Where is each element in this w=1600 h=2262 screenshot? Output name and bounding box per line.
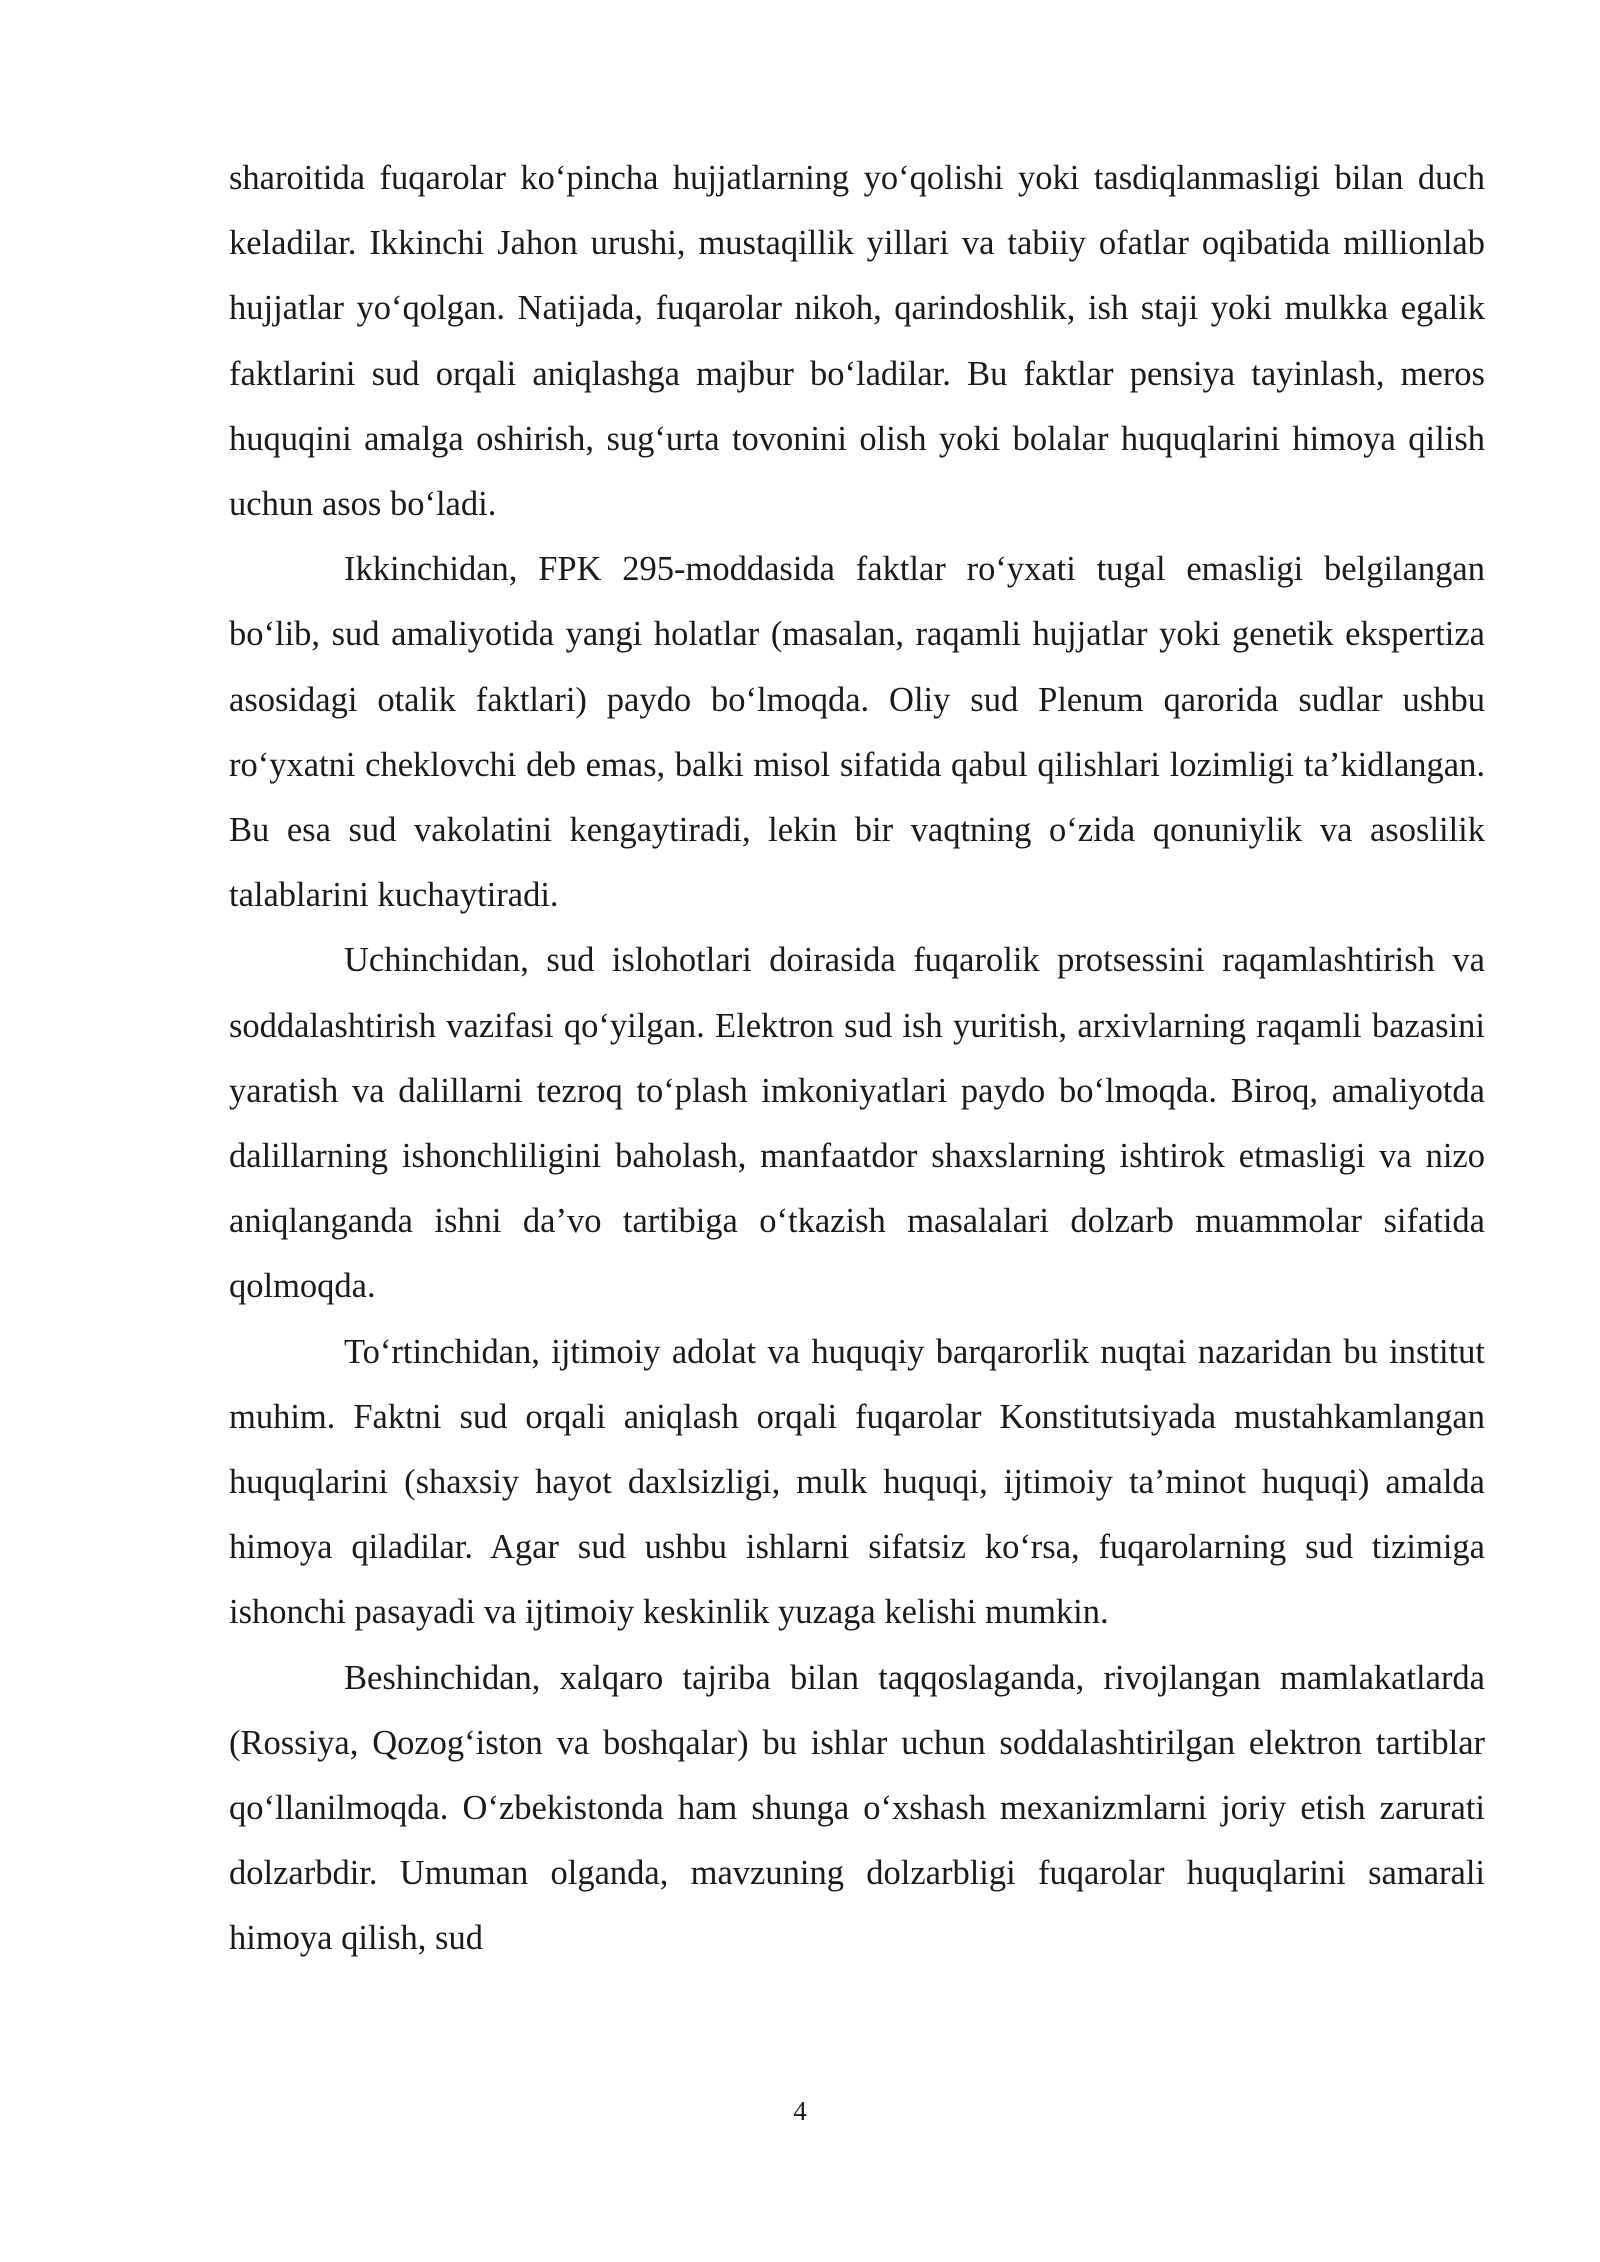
document-body bbox=[229, 146, 1485, 1972]
page-number: 4 bbox=[793, 2096, 807, 2126]
paragraph-tortinchidan: To‘rtinchidan, ijtimoiy adolat va huquqiy barqarorlik nuqtai nazaridan bu institut muhim. Faktni sud orqali aniqlash orqali fuqarolar Konstitutsiyada mustahkamlangan huquqlarini (shaxsiy hayot daxlsizligi, mulk huquqi, ijtimoiy ta’minot huquqi) amalda himoya qiladilar. Agar sud ushbu ishlarni sifatsiz ko‘rsa, fuqarolarning sud tizimiga ishonchi pasayadi va ijtimoiy keskinlik yuzaga kelishi mumkin. bbox=[229, 1332, 1485, 1632]
paragraph-uchinchidan: Uchinchidan, sud islohotlari doirasida fuqarolik protsessini raqamlashtirish va soddalashtirish vazifasi qo‘yilgan. Elektron sud ish yuritish, arxivlarning raqamli bazasini yaratish va dalillarni tezroq to‘plash imkoniyatlari paydo bo‘lmoqda. Biroq, amaliyotda dalillarning ishonchliligini baholash, manfaatdor shaxslarning ishtirok etmasligi va nizo aniqlanganda ishni da’vo tartibiga o‘tkazish masalalari dolzarb muammolar sifatida qolmoqda. bbox=[229, 941, 1485, 1306]
paragraph-ikkinchidan: Ikkinchidan, FPK 295-moddasida faktlar ro‘yxati tugal emasligi belgilangan bo‘lib, sud amaliyotida yangi holatlar (masalan, raqamli hujjatlar yoki genetik ekspertiza asosidagi otalik faktlari) paydo bo‘lmoqda. Oliy sud Plenum qarorida sudlar ushbu ro‘yxatni cheklovchi deb emas, balki misol sifatida qabul qilishlari lozimligi ta’kidlangan. Bu esa sud vakolatini kengaytiradi, lekin bir vaqtning o‘zida qonuniylik va asoslilik talablarini kuchaytiradi. bbox=[229, 550, 1485, 915]
paragraph-beshinchidan: Beshinchidan, xalqaro tajriba bilan taqqoslaganda, rivojlangan mamlakatlarda (Rossiya, Qozog‘iston va boshqalar) bu ishlar uchun soddalashtirilgan elektron tartiblar qo‘llanilmoqda. O‘zbekistonda ham shunga o‘xshash mexanizmlarni joriy etish zarurati dolzarbdir. Umuman olganda, mavzuning dolzarbligi fuqarolar huquqlarini samarali himoya qilish, sud bbox=[229, 1658, 1485, 1958]
paragraph-continuation: sharoitida fuqarolar ko‘pincha hujjatlarning yo‘qolishi yoki tasdiqlanmasligi bilan duch keladilar. Ikkinchi Jahon urushi, mustaqillik yillari va tabiiy ofatlar oqibatida millionlab hujjatlar yo‘qolgan. Natijada, fuqarolar nikoh, qarindoshlik, ish staji yoki mulkka egalik faktlarini sud orqali aniqlashga majbur bo‘ladilar. Bu faktlar pensiya tayinlash, meros huquqini amalga oshirish, sug‘urta tovonini olish yoki bolalar huquqlarini himoya qilish uchun asos bo‘ladi. bbox=[229, 159, 1485, 524]
